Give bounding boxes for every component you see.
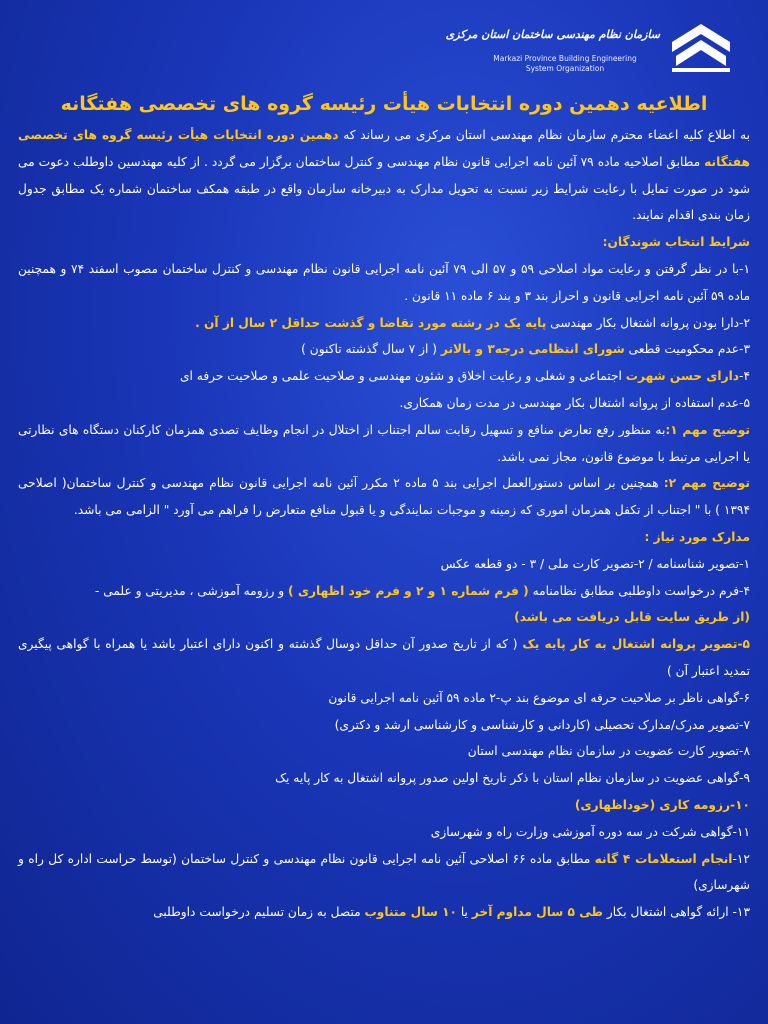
note-2-text: همچنین بر اساس دستورالعمل اجرایی بند ۵ ماده ۲ مکرر آئین نامه اجرایی قانون نظام مهندسی و کنترل ساختمان( اصلاحی ۱۳۹۴ ) با " اجتناب از تکفل همزمان اموری که زمینه و موجبات نمایندگی و یا قبول منافع متعارض را فراهم می آورد " الزامی می باشد.	[18, 476, 750, 518]
organization-name-en-line2: System Organization	[525, 64, 605, 73]
document-8: ۸-تصویر کارت عضویت در سازمان نظام مهندسی استان	[467, 744, 750, 759]
condition-4-highlight: دارای حسن شهرت	[625, 369, 740, 384]
note-1-label: توضیح مهم ۱:	[665, 422, 751, 437]
intro-text-1: به اطلاع کلیه اعضاء محترم سازمان نظام مهندسی استان مرکزی می رساند که	[338, 128, 750, 142]
document-4-text-2: و رزومه آموزشی ، مدیریتی و علمی -	[94, 583, 288, 598]
document-13-highlight-1: طی ۵ سال مداوم آخر	[471, 905, 604, 920]
document-9: ۹-گواهی عضویت در سازمان نظام استان با ذکر تاریخ اولین صدور پروانه اشتغال به کار پایه یک	[275, 771, 750, 786]
intro-paragraph	[18, 122, 750, 229]
document-10: ۱۰-رزومه کاری (خوداظهاری)	[574, 797, 750, 812]
documents-heading: مدارک مورد نیاز :	[644, 529, 750, 544]
announcement-body	[18, 122, 750, 1018]
conditions-heading: شرایط انتخاب شوندگان:	[602, 235, 750, 250]
condition-4-text-2: اجتماعی و شغلی و رعایت اخلاق و شئون مهندسی و صلاحیت علمی و صلاحیت حرفه ای	[180, 369, 626, 384]
document-12	[18, 846, 750, 900]
document-11: ۱۱-گواهی شرکت در سه دوره آموزشی وزارت راه و شهرسازی	[430, 824, 750, 839]
document-5-text: ( که از تاریخ صدور آن حداقل دوسال گذشته و اکنون دارای اعتبار باشد یا همراه با گواهی پیگیری تمدید اعتبار آن )	[18, 637, 750, 678]
organization-name-en-line1: Markazi Province Building Engineering	[493, 54, 637, 63]
header	[0, 8, 768, 84]
document-6: ۶-گواهی ناظر بر صلاحیت حرفه ای موضوع بند پ-۲ ماده ۵۹ آئین نامه اجرایی قانون	[328, 690, 750, 705]
note-1-text: به منظور رفع تعارض منافع و تسهیل رقابت سالم اجتناب از اختلال در انجام وظایف تصدی همزمان کارکنان دستگاه های نظارتی یا اجرایی مرتبط با موضوع قانون، مجاز نمی باشد.	[18, 422, 750, 464]
document-12-text-1: ۱۲-	[732, 851, 750, 866]
document-5	[18, 631, 750, 685]
document-13	[18, 899, 750, 926]
condition-2-text: ۲-دارا بودن پروانه اشتغال بکار مهندسی	[546, 315, 750, 330]
document-13-text-3: متصل به زمان تسلیم درخواست داوطلبی	[153, 905, 365, 920]
document-13-text-2: یا	[456, 905, 472, 920]
document-12-text-2: مطابق ماده ۶۶ اصلاحی آئین نامه اجرایی قانون نظام مهندسی و کنترل ساختمان (توسط حراست اداره کل راه و شهرسازی)	[18, 851, 750, 893]
document-4-note: (از طریق سایت قابل دریافت می باشد)	[514, 610, 750, 625]
document-1-3: ۱-تصویر شناسنامه / ۲-تصویر کارت ملی / ۳ - دو قطعه عکس	[440, 556, 750, 571]
document-4-text-1: ۴-فرم درخواست داوطلبی مطابق نظامنامه	[528, 583, 750, 598]
condition-1: ۱-با در نظر گرفتن و رعایت مواد اصلاحی ۵۹ و ۵۷ الی ۷۹ آئین نامه اجرایی قانون نظام مهندسی و کنترل ساختمان مصوب اسفند ۷۴ و همچنین ماده ۵۹ آئین نامه اجرایی قانون و احراز بند ۳ و بند ۶ ماده ۱۱ قانون .	[18, 261, 751, 303]
condition-3-text-2: ( از ۷ سال گذشته تاکنون )	[301, 342, 441, 357]
organization-name-en	[470, 54, 660, 74]
document-4-highlight: ( فرم شماره ۱ و ۲ و فرم خود اظهاری )	[288, 583, 529, 598]
note-2	[18, 470, 750, 524]
condition-4	[18, 363, 750, 390]
document-5-highlight: ۵-تصویر پروانه اشتغال به کار پایه یک	[522, 637, 750, 652]
document-7: ۷-تصویر مدرک/مدارک تحصیلی (کاردانی و کارشناسی و کارشناسی ارشد و دکتری)	[334, 717, 750, 732]
intro-highlight: دهمین دوره انتخابات هیأت رئیسه گروه های تخصصی هفتگانه	[18, 128, 750, 169]
condition-3	[18, 336, 750, 363]
document-13-text-1: ۱۳- ارائه گواهی اشتغال بکار	[603, 905, 750, 920]
organization-name-fa: سازمان نظام مهندسی ساختمان استان مرکزی	[445, 28, 660, 41]
document-13-highlight-2: ۱۰ سال متناوب	[364, 905, 457, 920]
document-4	[18, 578, 750, 605]
document-12-highlight: انجام استعلامات ۴ گانه	[594, 851, 733, 866]
note-1	[18, 417, 750, 471]
condition-3-highlight: شورای انتظامی درجه۳ و بالاتر	[440, 342, 625, 357]
condition-2-highlight: پایه یک در رشته مورد تقاضا و گذشت حداقل ۲ سال از آن .	[195, 315, 547, 330]
intro-text-2: مطابق اصلاحیه ماده ۷۹ آئین نامه اجرایی قانون نظام مهندسی و کنترل ساختمان برگزار می گردد . از کلیه مهندسین داوطلب دعوت می شود در صورت تمایل با رعایت شرایط زیر نسبت به تحویل مدارک به دبیرخانه سازمان واقع در طبقه همکف ساختمان شماره یک مطابق جدول زمان بندی اقدام نمایند.	[18, 154, 750, 223]
condition-4-text-1: ۴-	[739, 369, 750, 384]
condition-5: ۵-عدم استفاده از پروانه اشتغال بکار مهندسی در مدت زمان همکاری.	[399, 395, 750, 410]
condition-2	[18, 310, 750, 337]
condition-3-text-1: ۳-عدم محکومیت قطعی	[624, 342, 750, 357]
note-2-label: توضیح مهم ۲:	[663, 476, 750, 491]
organization-logo-icon	[672, 22, 730, 72]
page-title: اطلاعیه دهمین دوره انتخابات هیأت رئیسه گروه های تخصصی هفتگانه	[60, 93, 708, 115]
